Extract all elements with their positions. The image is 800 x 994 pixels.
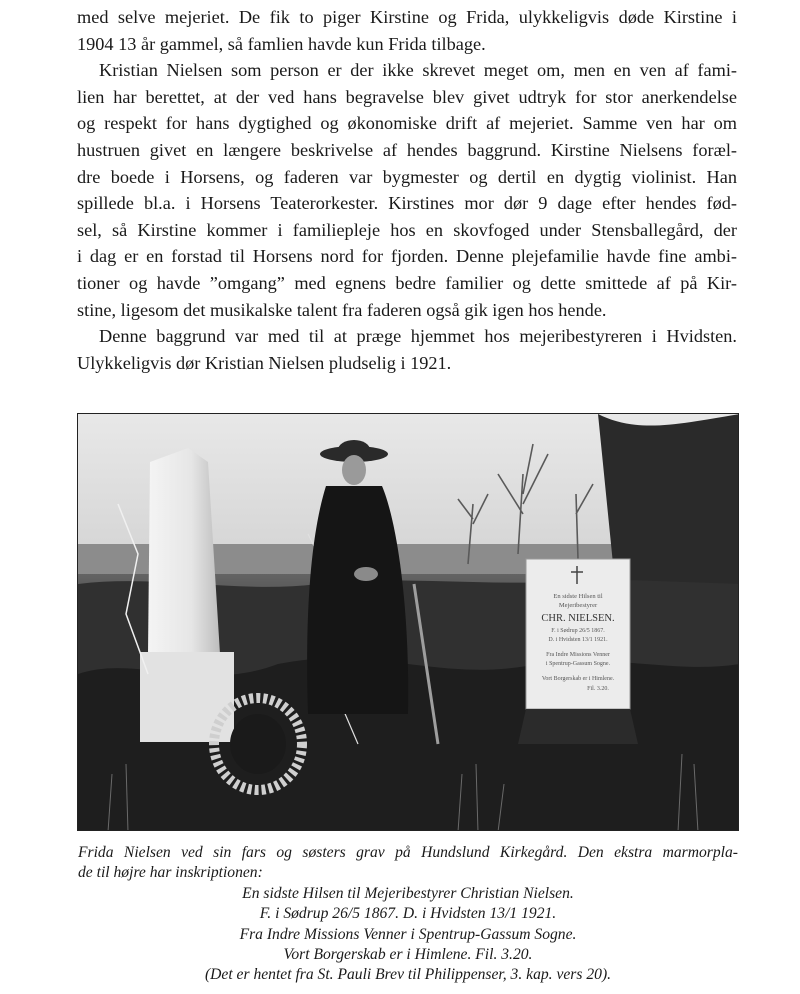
plaque-line: Fil. 3.20. — [587, 686, 609, 692]
text-line: stine, ligesom det musikalske talent fra faderen også gik igen hos hende. — [77, 299, 607, 320]
plaque-line: CHR. NIELSEN. — [541, 613, 615, 624]
text-line: med selve mejeriet. De fik to piger Kirstine og Frida, ulykkeligvis døde Kirstine i — [77, 7, 737, 27]
plaque-line: i Spentrup-Gassum Sogne. — [545, 661, 611, 667]
photo-caption — [78, 843, 738, 986]
caption-inscription-line: F. i Sødrup 26/5 1867. D. i Hvidsten 13/1 1921. — [259, 905, 557, 923]
plaque-line: D. i Hvidsten 13/1 1921. — [548, 637, 608, 643]
caption-line: de til højre har inskriptionen: — [78, 864, 263, 882]
grave-photo — [77, 413, 739, 831]
face — [342, 455, 366, 485]
marble-plaque — [526, 559, 630, 709]
plaque-line: F. i Sødrup 26/5 1867. — [551, 628, 605, 634]
caption-inscription-line: En sidste Hilsen til Mejeribestyrer Christian Nielsen. — [242, 884, 574, 902]
paragraph-2 — [77, 57, 737, 323]
paragraph-3 — [77, 323, 737, 376]
plaque-line: Mejeribestyrer — [558, 602, 598, 609]
hands — [354, 567, 378, 581]
plaque-line: Vort Borgerskab er i Himlene. — [541, 676, 615, 682]
grave-photo-illustration — [78, 414, 739, 831]
plaque-base — [518, 709, 638, 744]
text-line: Ulykkeligvis dør Kristian Nielsen pludselig i 1921. — [77, 352, 452, 373]
text-line: tioner og havde ”omgang” med egnens bedre familier og dette smittede af på Kir- — [77, 272, 737, 293]
text-line: lien har berettet, at der ved hans begravelse blev givet udtryk for stor anerkendelse — [77, 86, 737, 107]
plaque-line: En sidste Hilsen til — [553, 593, 603, 600]
text-line: sel, så Kirstine kommer i familiepleje hos en skovfoged under Stensballegård, der — [77, 219, 737, 240]
text-line: Kristian Nielsen som person er der ikke skrevet meget om, men en ven af fami- — [99, 60, 737, 81]
text-line: dre boede i Horsens, og faderen var bygmester og dertil en dygtig violinist. Han — [77, 166, 737, 187]
paragraph-1 — [77, 4, 737, 57]
text-line: i dag er en forstad til Horsens nord for fjorden. Denne plejefamilie havde fine ambi- — [77, 246, 737, 267]
text-line: spillede bl.a. i Horsens Teaterorkester. Kirstines mor dør 9 dage efter hendes fød- — [77, 193, 737, 214]
plaque-line: Fra Indre Missions Venner — [546, 652, 610, 658]
text-line: 1904 13 år gammel, så famlien havde kun Frida tilbage. — [77, 33, 486, 54]
caption-inscription-line: Fra Indre Missions Venner i Spentrup-Gassum Sogne. — [239, 925, 577, 943]
text-line: hustruen givet en længere beskrivelse af hendes baggrund. Kirstine Nielsens foræl- — [77, 139, 737, 160]
text-line: og respekt for hans dygtighed og økonomiske drift af mejeriet. Samme ven har om — [77, 113, 737, 134]
caption-line: Frida Nielsen ved sin fars og søsters grav på Hundslund Kirkegård. Den ekstra marmorpla- — [78, 844, 738, 861]
body-text — [77, 4, 737, 376]
memorial-base — [140, 652, 234, 742]
wreath-center — [230, 714, 286, 774]
caption-inscription-line: Vort Borgerskab er i Himlene. Fil. 3.20. — [283, 946, 533, 964]
text-line: Denne baggrund var med til at præge hjemmet hos mejeribestyreren i Hvidsten. — [99, 326, 737, 347]
caption-inscription-line: (Det er hentet fra St. Pauli Brev til Philippenser, 3. kap. vers 20). — [204, 966, 612, 984]
